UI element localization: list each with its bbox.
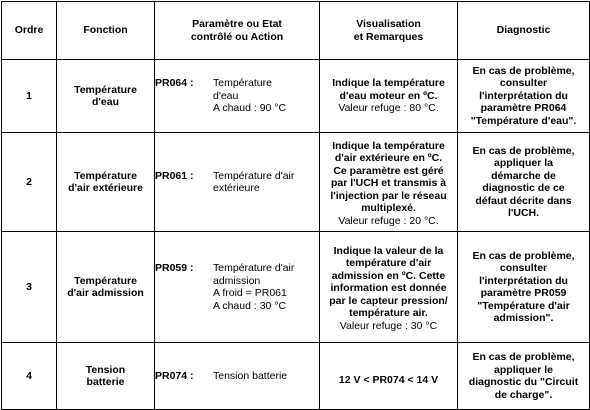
diag-line: diagnostic du "Circuit (468, 376, 579, 388)
visu-line: Indique la valeur de la (333, 244, 444, 257)
header-parametre (155, 2, 320, 60)
diag-line: consulter (499, 262, 548, 274)
header-parametre-line1: Paramètre ou Etat (192, 18, 282, 30)
diag-line: En cas de problème, (472, 144, 575, 157)
param-code: PR064 : (155, 77, 194, 90)
diagnostic-table (1, 1, 590, 410)
param-code: PR074 : (155, 369, 194, 382)
table-row (2, 232, 590, 343)
cell-fonction (57, 232, 155, 343)
visu-line: Indique la température (332, 77, 445, 90)
param-label (213, 77, 308, 115)
fonction-line: d'air admission (67, 287, 144, 299)
diag-line: diagnostic de ce (482, 182, 565, 194)
header-row (2, 2, 590, 60)
param-label (213, 170, 308, 195)
cell-parametre (155, 232, 320, 343)
visu-line: admission en ºC. Cette (331, 269, 446, 282)
visu-line: information est donnée (330, 282, 447, 295)
diag-line: "Température d'eau". (470, 114, 577, 127)
visu-line: par le capteur pression/ (329, 294, 448, 307)
cell-parametre (155, 60, 320, 133)
fonction-line: batterie (86, 376, 125, 388)
header-ordre: Ordre (2, 2, 57, 60)
header-visu-line1: Visualisation (356, 18, 421, 30)
table-row (2, 343, 590, 410)
param-line: Température (213, 77, 272, 90)
visu-line: température air. (349, 307, 428, 320)
param-code: PR061 : (155, 169, 194, 182)
diag-line: "Température d'air (477, 299, 570, 312)
param-line: Température d'air (213, 169, 295, 182)
visu-refuge: Valeur refuge : 80 °C. (338, 102, 439, 115)
visu-line: 12 V < PR074 < 14 V (338, 373, 439, 386)
header-visu-line2: et Remarques (353, 30, 424, 43)
cell-visualisation (320, 232, 458, 343)
fonction-line: Température (74, 274, 137, 287)
param-line: A chaud : 90 °C (213, 102, 287, 115)
diag-line: En cas de problème, (472, 249, 575, 262)
header-diagnostic: Diagnostic (458, 2, 590, 60)
cell-diagnostic (458, 60, 590, 133)
diag-line: En cas de problème, (472, 64, 575, 77)
visu-line: Ce paramètre est géré (333, 164, 444, 177)
diag-line: consulter (499, 77, 548, 90)
header-parametre-line2: contrôlé ou Action (190, 30, 284, 43)
fonction-line: Température (74, 169, 137, 182)
cell-parametre (155, 343, 320, 410)
cell-ordre: 2 (2, 133, 57, 232)
header-visualisation (320, 2, 458, 60)
diag-line: appliquer le (494, 363, 553, 376)
param-line: A chaud : 30 °C (213, 299, 287, 312)
visu-refuge: Valeur refuge : 20 °C. (338, 214, 439, 227)
diag-line: l'interprétation du (479, 89, 568, 102)
diag-line: appliquer la (494, 157, 553, 169)
diag-line: l'UCH. (507, 207, 540, 219)
cell-ordre: 4 (2, 343, 57, 410)
visu-line: multiplexé. (361, 202, 416, 215)
cell-fonction (57, 343, 155, 410)
visu-line: l'injection par le réseau (330, 189, 447, 202)
visu-line: température d'air (345, 257, 432, 270)
param-line: extérieure (213, 182, 260, 194)
header-fonction: Fonction (57, 2, 155, 60)
cell-fonction (57, 60, 155, 133)
diag-line: En cas de problème, (472, 351, 575, 363)
visu-line: par l'UCH et transmis à (330, 177, 447, 190)
param-code: PR059 : (155, 262, 194, 274)
fonction-line: d'air extérieure (68, 182, 143, 194)
param-line: Température d'air (213, 262, 295, 274)
visu-refuge: Valeur refuge : 30 °C (339, 319, 438, 332)
param-line: admission (213, 274, 261, 287)
cell-parametre (155, 133, 320, 232)
fonction-line: Température (74, 83, 137, 96)
diag-line: démarche de (491, 169, 556, 182)
param-label (213, 370, 308, 383)
diag-line: de charge". (494, 388, 553, 401)
diag-line: l'interprétation du (479, 274, 568, 287)
param-label (213, 262, 308, 312)
cell-diagnostic (458, 133, 590, 232)
fonction-line: Tension (85, 363, 126, 376)
cell-visualisation (320, 60, 458, 133)
diag-line: défaut décrite dans (475, 194, 572, 207)
cell-ordre: 3 (2, 232, 57, 343)
diag-line: admission". (493, 312, 554, 324)
cell-visualisation (320, 343, 458, 410)
visu-line: d'eau moteur en ºC. (339, 89, 438, 102)
diag-line: paramètre PR064 (480, 102, 567, 115)
cell-ordre: 1 (2, 60, 57, 133)
param-line: d'eau (213, 89, 239, 102)
table-row (2, 133, 590, 232)
cell-fonction (57, 133, 155, 232)
diag-line: paramètre PR059 (480, 287, 567, 299)
param-line: Tension batterie (213, 369, 288, 382)
cell-visualisation (320, 133, 458, 232)
param-line: A froid = PR061 (213, 287, 287, 299)
cell-diagnostic (458, 343, 590, 410)
fonction-line: d'eau (91, 96, 119, 108)
visu-line: d'air extérieure en ºC. (334, 152, 443, 165)
visu-line: Indique la température (332, 139, 445, 152)
cell-diagnostic (458, 232, 590, 343)
table-row (2, 60, 590, 133)
